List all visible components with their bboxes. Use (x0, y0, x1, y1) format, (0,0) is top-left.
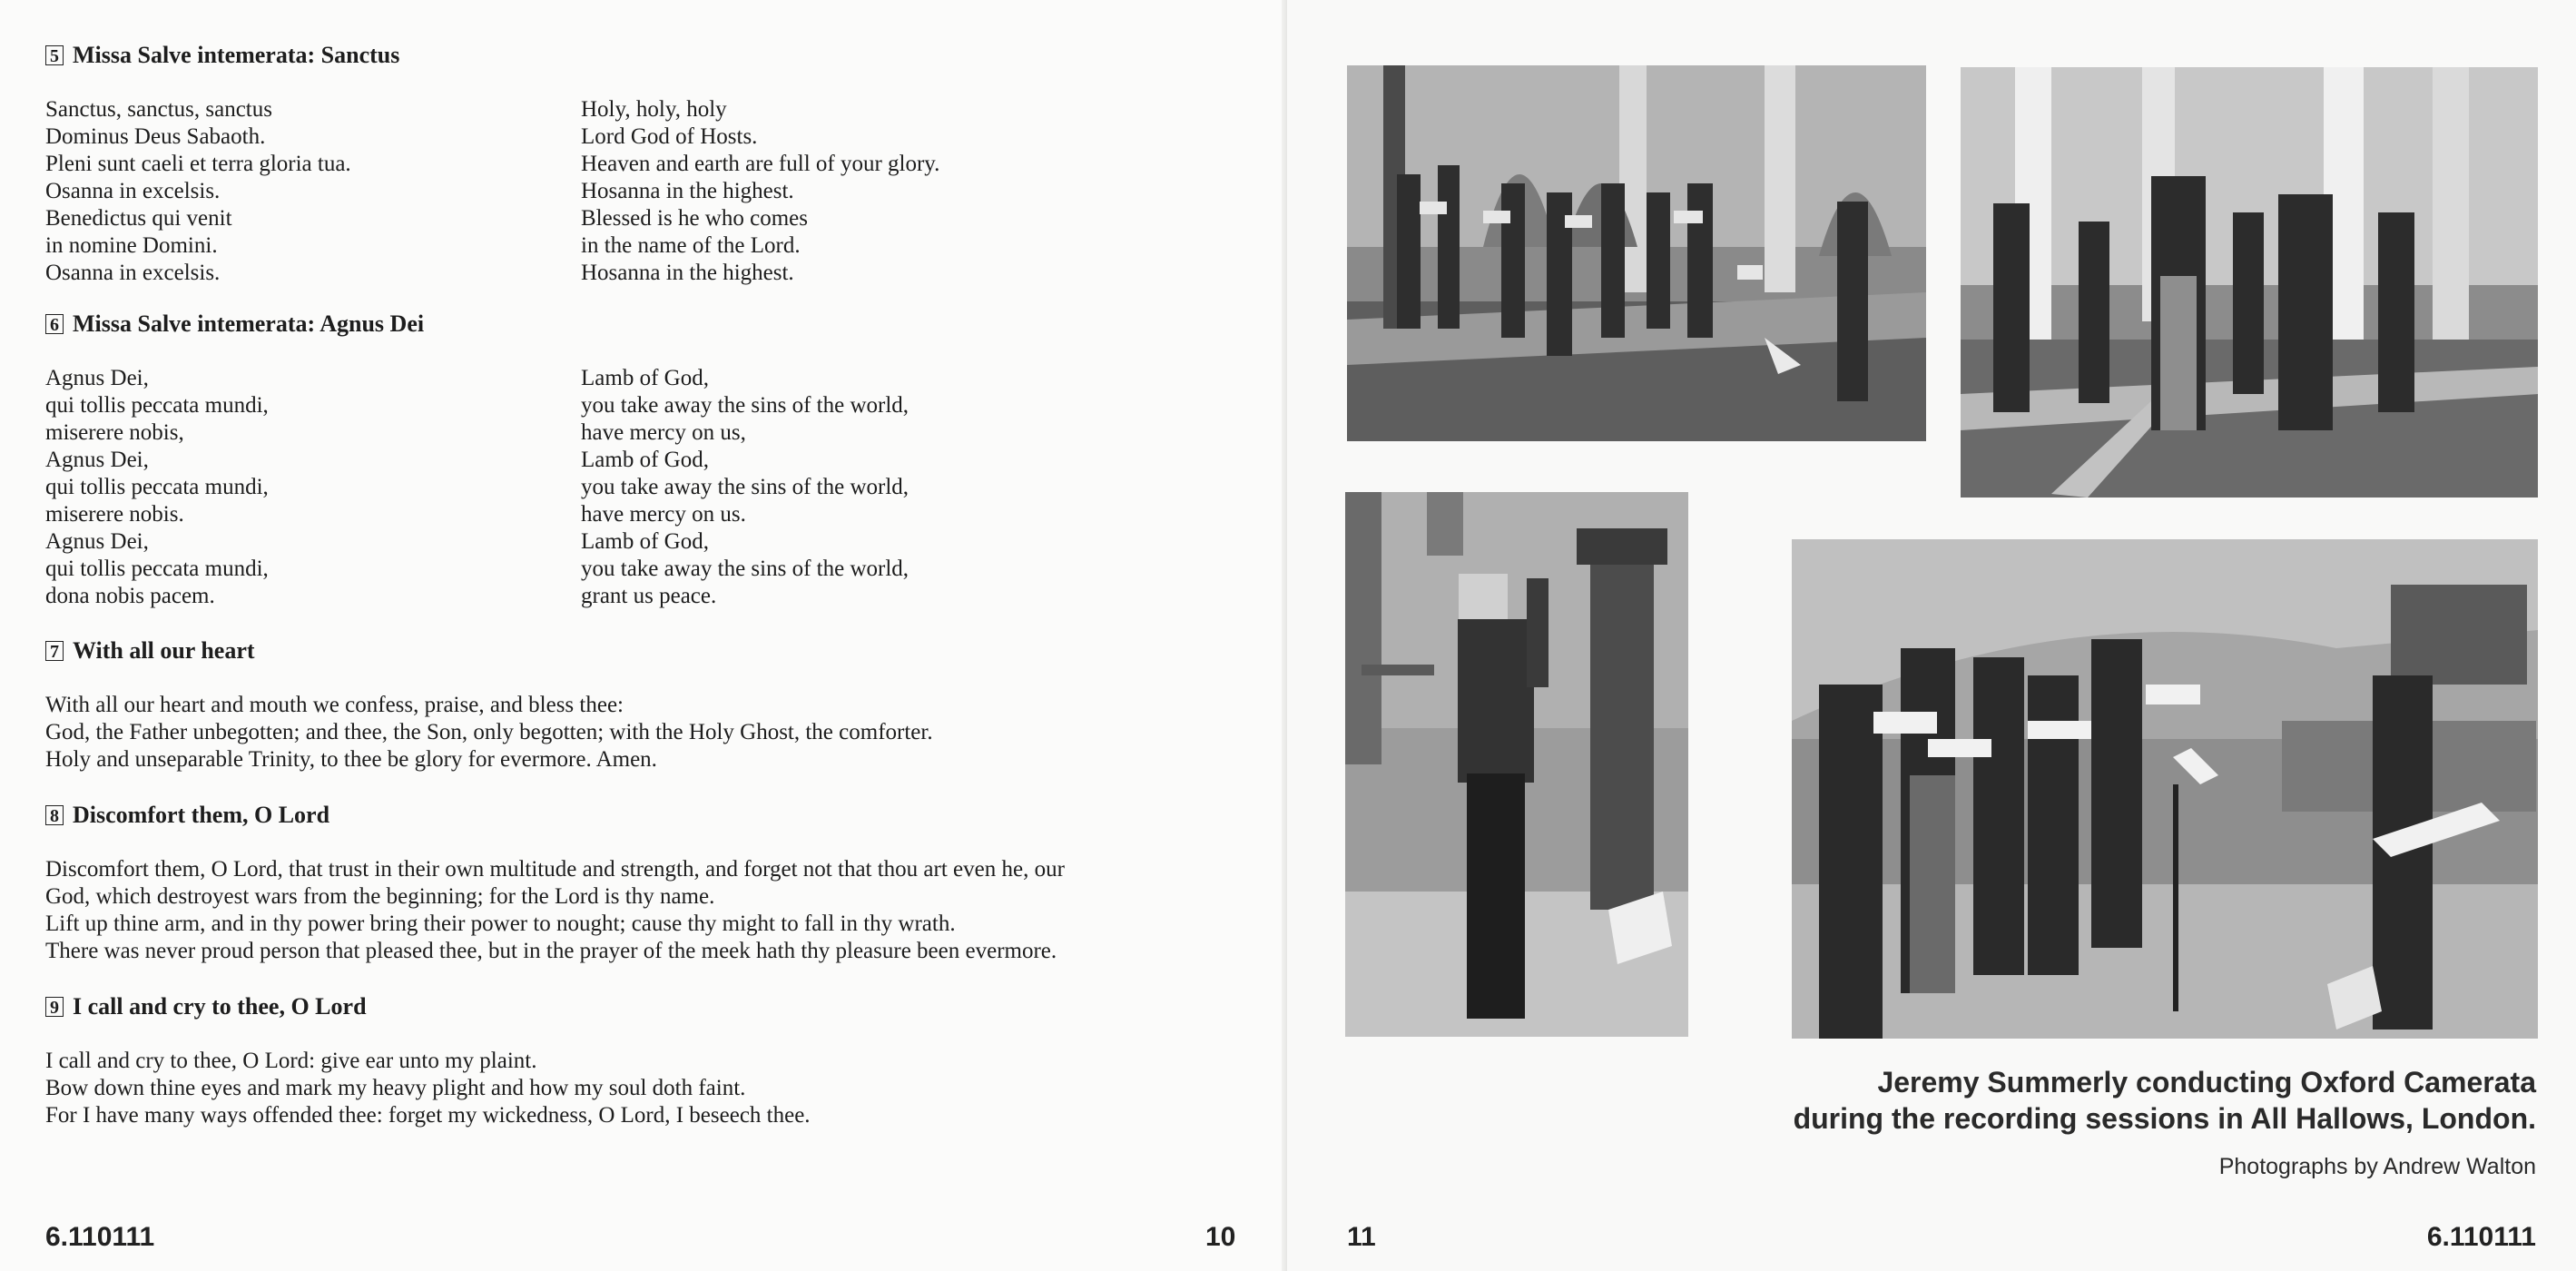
english-line: Lamb of God, (581, 448, 709, 472)
english-text-column (581, 365, 1234, 610)
photo-caption (1794, 1064, 2536, 1137)
section-i-call-and-cry (45, 993, 1244, 1129)
english-line: have mercy on us, (581, 420, 746, 445)
section-heading (45, 637, 1244, 665)
text-line: I call and cry to thee, O Lord: give ear unto my plaint. (45, 1049, 537, 1073)
latin-line: Osanna in excelsis. (45, 179, 221, 203)
latin-line: Sanctus, sanctus, sanctus (45, 97, 272, 122)
latin-line: Pleni sunt caeli et terra gloria tua. (45, 152, 351, 176)
text-line: Discomfort them, O Lord, that trust in their own multitude and strength, and forget not that thou art even he, our (45, 857, 1065, 882)
left-page (0, 0, 1287, 1271)
section-title: Missa Salve intemerata: Agnus Dei (73, 310, 425, 337)
catalog-number: 6.110111 (2426, 1222, 2536, 1252)
photo-credit: Photographs by Andrew Walton (2218, 1154, 2536, 1179)
text-line: God, which destroyest wars from the beginning; for the Lord is thy name. (45, 884, 715, 909)
photo-conductor-pulpit (1345, 492, 1688, 1037)
text-line: Lift up thine arm, and in thy power bring their power to nought; cause thy might to fall in thy wrath. (45, 911, 956, 936)
section-heading (45, 802, 1244, 829)
text-line: There was never proud person that pleased thee, but in the prayer of the meek hath thy pleasure been evermore. (45, 939, 1057, 963)
section-text (45, 692, 1244, 773)
latin-line: miserere nobis, (45, 420, 184, 445)
track-number-box: 8 (45, 805, 64, 825)
section-title: I call and cry to thee, O Lord (73, 993, 367, 1020)
latin-line: Dominus Deus Sabaoth. (45, 124, 266, 149)
latin-text-column (45, 365, 554, 610)
english-line: you take away the sins of the world, (581, 475, 909, 499)
english-line: Heaven and earth are full of your glory. (581, 152, 940, 176)
catalog-number: 6.110111 (45, 1222, 155, 1252)
track-number-box: 9 (45, 997, 64, 1017)
page-number: 10 (1205, 1222, 1236, 1252)
section-discomfort-them (45, 802, 1244, 965)
english-line: Lamb of God, (581, 529, 709, 554)
latin-line: Osanna in excelsis. (45, 261, 221, 285)
section-heading (45, 310, 1244, 338)
text-line: God, the Father unbegotten; and thee, the Son, only begotten; with the Holy Ghost, the comforter. (45, 720, 933, 744)
english-line: have mercy on us. (581, 502, 746, 527)
latin-line: in nomine Domini. (45, 233, 218, 258)
latin-line: qui tollis peccata mundi, (45, 557, 269, 581)
english-line: grant us peace. (581, 584, 717, 608)
latin-line: Benedictus qui venit (45, 206, 232, 231)
section-sanctus (45, 42, 1244, 287)
section-text (45, 856, 1244, 965)
latin-line: qui tollis peccata mundi, (45, 393, 269, 418)
photo-choir-rehearsal (1347, 65, 1926, 441)
section-title: Missa Salve intemerata: Sanctus (73, 42, 400, 68)
section-heading (45, 42, 1244, 69)
track-number-box: 6 (45, 314, 64, 334)
photo-choir-circle (1961, 67, 2538, 498)
english-line: Lamb of God, (581, 366, 709, 390)
english-line: Blessed is he who comes (581, 206, 808, 231)
text-line: Bow down thine eyes and mark my heavy plight and how my soul doth faint. (45, 1076, 746, 1100)
section-agnus-dei (45, 310, 1244, 610)
latin-line: qui tollis peccata mundi, (45, 475, 269, 499)
section-heading (45, 993, 1244, 1020)
english-line: Holy, holy, holy (581, 97, 727, 122)
section-with-all-our-heart (45, 637, 1244, 773)
text-line: For I have many ways offended thee: forget my wickedness, O Lord, I beseech thee. (45, 1103, 811, 1128)
english-line: Hosanna in the highest. (581, 179, 794, 203)
latin-text-column (45, 96, 554, 287)
english-line: you take away the sins of the world, (581, 557, 909, 581)
text-line: With all our heart and mouth we confess, praise, and bless thee: (45, 693, 624, 717)
latin-line: miserere nobis. (45, 502, 184, 527)
english-line: in the name of the Lord. (581, 233, 801, 258)
caption-line: during the recording sessions in All Hallows, London. (1793, 1102, 2536, 1135)
latin-line: dona nobis pacem. (45, 584, 215, 608)
section-title: Discomfort them, O Lord (73, 802, 330, 828)
caption-line: Jeremy Summerly conducting Oxford Camerata (1877, 1066, 2536, 1099)
right-page (1287, 0, 2576, 1271)
track-number-box: 5 (45, 45, 64, 65)
section-text (45, 1048, 1244, 1129)
english-text-column (581, 96, 1234, 287)
photo-conductor-singers (1792, 539, 2538, 1039)
english-line: you take away the sins of the world, (581, 393, 909, 418)
text-line: Holy and unseparable Trinity, to thee be glory for evermore. Amen. (45, 747, 657, 772)
section-title: With all our heart (73, 637, 255, 664)
latin-line: Agnus Dei, (45, 366, 149, 390)
english-line: Lord God of Hosts. (581, 124, 758, 149)
page-number: 11 (1347, 1222, 1376, 1252)
track-number-box: 7 (45, 641, 64, 661)
latin-line: Agnus Dei, (45, 448, 149, 472)
english-line: Hosanna in the highest. (581, 261, 794, 285)
latin-line: Agnus Dei, (45, 529, 149, 554)
